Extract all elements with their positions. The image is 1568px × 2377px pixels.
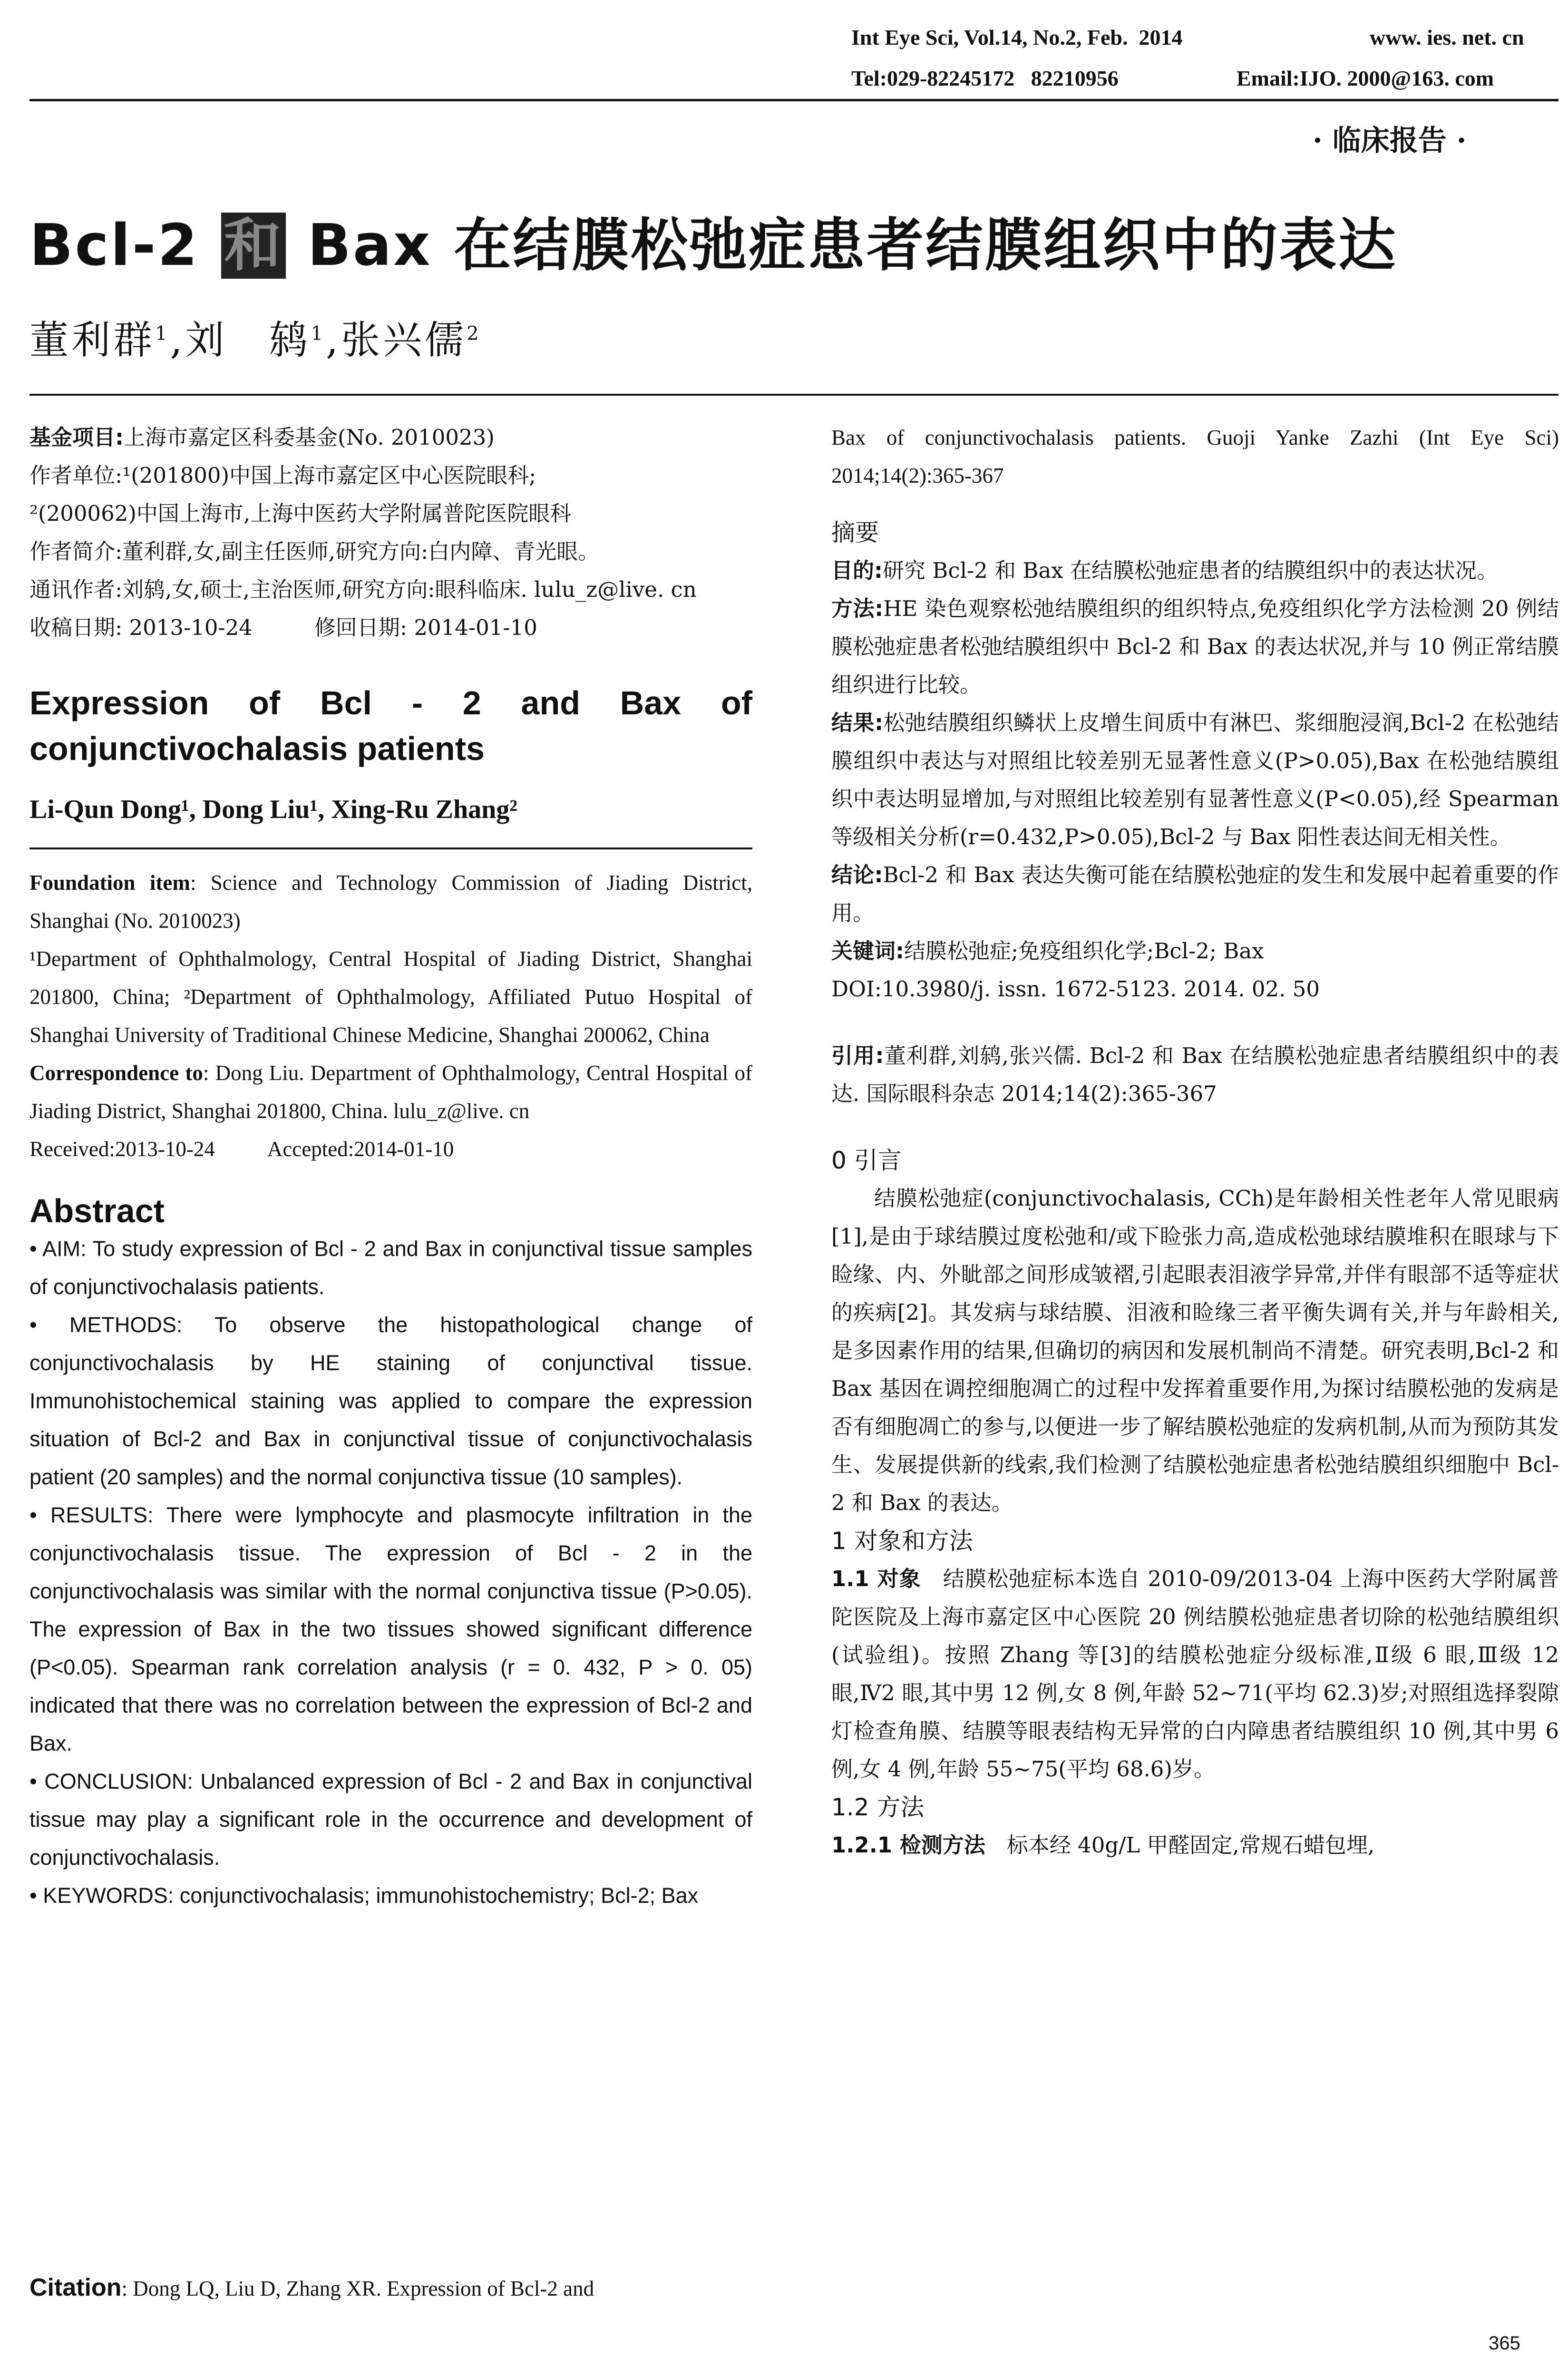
aim-text-cn: 研究 Bcl-2 和 Bax 在结膜松弛症患者的结膜组织中的表达状况。 — [883, 558, 1498, 583]
correspondence-label: Correspondence to — [29, 1061, 203, 1085]
section-1-heading: 1 对象和方法 — [831, 1527, 973, 1555]
aim-label-cn: 目的: — [831, 558, 883, 583]
author-1: 董利群 — [29, 318, 156, 363]
abstract-aim: • AIM: To study expression of Bcl - 2 and Bax in conjunctival tissue samples of conjunctivochalasis patients. — [29, 1237, 752, 1299]
intro-text: 结膜松弛症(conjunctivochalasis, CCh)是年龄相关性老年人常见眼病[1],是由于球结膜过度松弛和/或下睑张力高,造成松弛球结膜堆积在眼球与下睑缘、内、外眦部之间形成皱褶,引起眼表泪液学异常,并伴有眼部不适等症状的疾病[2]。其发病与球结膜、泪液和睑缘三者平衡失调有关,并与年龄相关,是多因素作用的结果,但确切的病因和发展机制尚不清楚。研究表明,Bcl-2 和 Bax 基因在调控细胞凋亡的过程中发挥着重要作用,为探讨结膜松弛的发病是否有细胞凋亡的参与,以便进一步了解结膜松弛症的发病机制,从而为预防其发生、发展提供新的线索,我们检测了结膜松弛症患者松弛结膜组织细胞中 Bcl-2 和 Bax 的表达。 — [831, 1186, 1559, 1515]
author-1-sup: 1 — [155, 322, 170, 345]
conclusion-label-cn: 结论: — [831, 862, 883, 887]
right-column — [831, 419, 1559, 1864]
abstract-heading: Abstract — [29, 1192, 165, 1229]
journal-website: www. ies. net. cn — [1370, 25, 1524, 49]
left-column — [29, 419, 752, 1915]
corresponding-author: 通讯作者:刘鸫,女,硕士,主治医师,研究方向:眼科临床. lulu_z@live. cn — [29, 577, 697, 602]
journal-info: Int Eye Sci, Vol.14, No.2, Feb. 2014 — [851, 25, 1183, 49]
abstract-keywords: • KEYWORDS: conjunctivochalasis; immunohistochemistry; Bcl-2; Bax — [29, 1883, 699, 1908]
results-label-cn: 结果: — [831, 710, 884, 735]
author-3: ,张兴儒 — [326, 318, 467, 363]
english-authors: Li-Qun Dong¹, Dong Liu¹, Xing-Ru Zhang² — [29, 795, 518, 824]
fund-label: 基金项目: — [29, 425, 124, 450]
received-date: 收稿日期: 2013-10-24 — [29, 615, 253, 640]
citation-continued: Bax of conjunctivochalasis patients. Guoji Yanke Zazhi (Int Eye Sci) 2014;14(2):365-367 — [831, 426, 1559, 487]
results-text-cn: 松弛结膜组织鳞状上皮增生间质中有淋巴、浆细胞浸润,Bcl-2 在松弛结膜组织中表达与对照组比较差别无显著性意义(P>0.05),Bax 在松弛结膜组织中表达明显增加,与对照组比较差别有显著性意义(P<0.05),经 Spearman 等级相关分析(r=0.432,P>0.05),Bcl-2 与 Bax 阳性表达间无相关性。 — [831, 710, 1559, 849]
section-tag: · 临床报告 · — [1313, 124, 1467, 157]
methods-label-cn: 方法: — [831, 596, 884, 621]
keywords-label-cn: 关键词: — [831, 938, 904, 964]
affil-label: 作者单位: — [29, 463, 123, 488]
affil-2: ²(200062)中国上海市,上海中医药大学附属普陀医院眼科 — [29, 501, 572, 526]
author-3-sup: 2 — [467, 322, 482, 345]
section-1-2-1-label: 1.2.1 检测方法 — [831, 1832, 985, 1858]
methods-text-cn: HE 染色观察松弛结膜组织的组织特点,免疫组织化学方法检测 20 例结膜松弛症患者松弛结膜组织中 Bcl-2 和 Bax 的表达状况,并与 10 例正常结膜组织进行比较。 — [831, 596, 1559, 697]
abstract-methods: • METHODS: To observe the histopathological change of conjunctivochalasis by HE staining of conjunctival tissue. Immunohistochemical staining was applied to compare the expression situation of Bcl-2 and Bax in conjunctival tissue of conjunctivochalasis patient (20 samples) and the normal conjunctiva tissue (10 samples). — [29, 1313, 752, 1489]
doi: DOI:10.3980/j. issn. 1672-5123. 2014. 02. 50 — [831, 976, 1320, 1002]
header-rule — [29, 99, 1558, 101]
page-number: 365 — [1489, 2333, 1520, 2354]
citation-en — [29, 2273, 752, 2302]
title-part1: Bcl-2 — [29, 213, 221, 279]
fund-text: 上海市嘉定区科委基金(No. 2010023) — [124, 425, 495, 450]
citation-label: Citation — [29, 2274, 122, 2301]
accepted-en: Accepted:2014-01-10 — [267, 1137, 454, 1161]
conclusion-text-cn: Bcl-2 和 Bax 表达失衡可能在结膜松弛症的发生和发展中起着重要的作用。 — [831, 862, 1559, 925]
author-2: ,刘 鸫 — [170, 318, 311, 363]
abstract-cn-heading: 摘要 — [831, 519, 879, 546]
cite-text-cn: 董利群,刘鸫,张兴儒. Bcl-2 和 Bax 在结膜松弛症患者结膜组织中的表达. 国际眼科杂志 2014;14(2):365-367 — [831, 1043, 1559, 1106]
english-title: Expression of Bcl - 2 and Bax of conjunctivochalasis patients — [29, 684, 752, 767]
received-en: Received:2013-10-24 — [29, 1137, 215, 1161]
author-bio: 作者简介:董利群,女,副主任医师,研究方向:白内障、青光眼。 — [29, 539, 600, 564]
cite-label-cn: 引用: — [831, 1043, 884, 1068]
affil-1: ¹(201800)中国上海市嘉定区中心医院眼科; — [122, 463, 536, 488]
title-part2: Bax 在结膜松弛症患者结膜组织中的表达 — [285, 213, 1398, 279]
keywords-text-cn: 结膜松弛症;免疫组织化学;Bcl-2; Bax — [904, 938, 1264, 964]
correspondence-text: : Dong Liu. Department of Ophthalmology, Central Hospital of Jiading District, Shanghai 201800, China. lulu_z@live. cn — [29, 1061, 752, 1123]
authors-cn — [29, 309, 482, 365]
revised-date: 修回日期: 2014-01-10 — [314, 615, 537, 640]
article-title — [29, 200, 1397, 282]
title-rule — [29, 394, 1558, 396]
section-1-1-label: 1.1 对象 — [831, 1566, 921, 1591]
abstract-conclusion: • CONCLUSION: Unbalanced expression of Bcl - 2 and Bax in conjunctival tissue may play a significant role in the occurrence and development of conjunctivochalasis. — [29, 1769, 752, 1870]
section-1-2-1-text: 标本经 40g/L 甲醛固定,常规石蜡包埋, — [1006, 1832, 1375, 1858]
department-text: ¹Department of Ophthalmology, Central Hospital of Jiading District, Shanghai 201800, China; ²Department of Ophthalmology, Affiliated Putuo Hospital of Shanghai University of Traditional Chinese Medicine, Shanghai 200062, China — [29, 947, 752, 1047]
title-highlight: 和 — [221, 213, 286, 279]
abstract-results: • RESULTS: There were lymphocyte and plasmocyte infiltration in the conjunctivochalasis tissue. The expression of Bcl - 2 in the conjunctivochalasis was similar with the normal conjunctiva tissue (P>0.05). The expression of Bax in the two tissues showed significant difference (P<0.05). Spearman rank correlation analysis (r = 0. 432, P > 0. 05) indicated that there was no correlation between the expression of Bcl-2 and Bax. — [29, 1503, 752, 1755]
foundation-label: Foundation item — [29, 871, 190, 895]
section-1-1-text: 结膜松弛症标本选自 2010-09/2013-04 上海中医药大学附属普陀医院及上海市嘉定区中心医院 20 例结膜松弛症患者切除的松弛结膜组织(试验组)。按照 Zhang 等[3]的结膜松弛症分级标准,Ⅱ级 6 眼,Ⅲ级 12 眼,Ⅳ2 眼,其中男 12 例,女 8 例,年龄 52~71(平均 62.3)岁;对照组选择裂隙灯检查角膜、结膜等眼表结构无异常的白内障患者结膜组织 10 例,其中男 6 例,女 4 例,年龄 55~75(平均 68.6)岁。 — [831, 1566, 1559, 1782]
intro-heading: 0 引言 — [831, 1147, 902, 1174]
foundation-text: : Science and Technology Commission of Jiading District, Shanghai (No. 2010023) — [29, 871, 752, 933]
citation-text: : Dong LQ, Liu D, Zhang XR. Expression of Bcl-2 and — [121, 2277, 594, 2300]
journal-email: Email:IJO. 2000@163. com — [1237, 66, 1494, 90]
section-1-2-heading: 1.2 方法 — [831, 1793, 925, 1821]
journal-tel: Tel:029-82245172 82210956 — [851, 66, 1119, 90]
author-2-sup: 1 — [311, 322, 326, 345]
